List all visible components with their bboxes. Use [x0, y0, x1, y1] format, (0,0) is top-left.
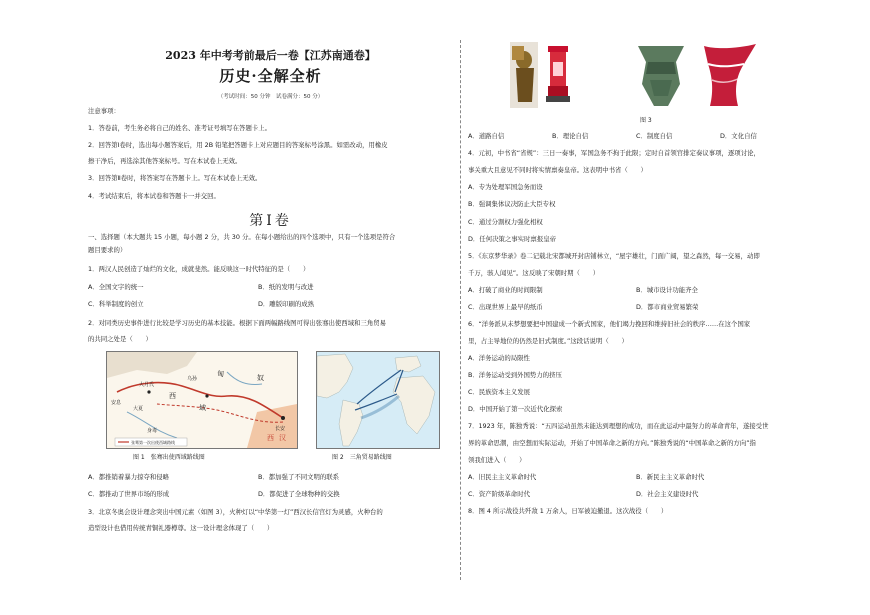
map1-label: 域	[199, 404, 206, 412]
q8-stem: 8．图 4 所示战役共歼敌 1 万余人，日军被迫撤退。这次战役（ ）	[468, 507, 668, 515]
q4-option-c: C．通过分割权力强化相权	[468, 218, 543, 226]
map1-label: 奴	[257, 374, 264, 382]
notice-item: 3．回答第Ⅱ卷时，将答案写在答题卡上。写在本试卷上无效。	[88, 174, 262, 182]
map1-label: 西	[169, 392, 176, 400]
figure-3-images	[508, 40, 760, 110]
q3-stem: 3．北京冬奥会设计理念突出中国元素（如图 3），火种灯以“中华第一灯”西汉长信宫灯为灵感，火种台的	[88, 508, 383, 516]
q5-stem: 千万，骇人闻见”。这反映了宋朝时期（ ）	[468, 269, 600, 277]
q6-option-b: B．洋务运动受到外国势力的挤压	[468, 371, 562, 379]
q2-stem: 的共同之处是（ ）	[88, 335, 152, 343]
q3-option-d: D．文化自信	[720, 132, 757, 140]
q3-option-c: C．制度自信	[636, 132, 673, 140]
q5-option-d: D．都市商业贸易繁荣	[636, 303, 699, 311]
q2-option-b: B．都加强了不同文明的联系	[258, 473, 340, 481]
notice-heading: 注意事项：	[88, 107, 120, 115]
map1-label: 汉	[279, 434, 286, 442]
q2-option-a: A．都推销着暴力掠夺和侵略	[88, 473, 170, 481]
q7-stem: 领我们进入（ ）	[468, 456, 526, 464]
q7-option-a: A．旧民主主义革命时代	[468, 473, 537, 481]
q4-stem: 事关重大且意见不同时将实情禀奏皇帝。这表明中书省（ ）	[468, 166, 647, 174]
notice-item: 4．考试结束后，将本试卷和答题卡一并交回。	[88, 192, 220, 200]
figure-1-caption: 图 1 张骞出使西域路线图	[133, 454, 205, 461]
q4-option-a: A．专为处理军国急务而设	[468, 183, 543, 191]
q6-option-a: A．洋务运动的局限性	[468, 354, 530, 362]
q5-option-b: B．城市设计功能齐全	[636, 286, 698, 294]
q3-option-a: A．道路自信	[468, 132, 505, 140]
exam-info: （考试时间：50 分钟 试卷满分：50 分）	[217, 94, 324, 100]
map1-label: 大月氏	[139, 382, 155, 388]
q7-stem: 7．1923 年，陈独秀说：“五四运动虽然未能达到理想的成功，而在此运动中最努力的革命青年，遂接受世	[468, 422, 769, 430]
q1-option-a: A．全国文字的统一	[88, 283, 144, 291]
q4-option-d: D．任何决策之事实时禀报皇帝	[468, 235, 556, 243]
q6-option-c: C．民族资本主义发展	[468, 388, 530, 396]
q6-stem: 6．“洋务派从未梦想要把中国建成一个新式国家，他们竭力挽回和维持旧社会的秩序……在这个国家	[468, 320, 751, 328]
notice-item: 1．答卷前，考生务必将自己的姓名、准考证号填写在答题卡上。	[88, 124, 272, 132]
exam-subtitle: 历史·全解全析	[219, 67, 322, 85]
q5-option-c: C．出现世界上最早的纸币	[468, 303, 543, 311]
q7-stem: 界的革命思潮，由空想而实际运动，开始了中国革命之新的方向。”陈独秀说的“中国革命之新的方向”指	[468, 439, 756, 447]
q7-option-c: C．资产阶级革命时代	[468, 490, 530, 498]
section-title: 第Ⅰ卷	[249, 213, 292, 229]
triangle-trade-map	[317, 352, 439, 448]
q5-option-a: A．打破了商业的时间限制	[468, 286, 543, 294]
figure-3-caption: 图 3	[640, 117, 652, 124]
figure-2-caption: 图 2 三角贸易路线图	[332, 454, 392, 461]
figure-1-map	[106, 351, 298, 449]
exam-title: 2023 年中考考前最后一卷【江苏南通卷】	[165, 49, 376, 62]
q3-option-b: B．理论自信	[552, 132, 589, 140]
map1-label: 西	[267, 434, 274, 442]
notice-item: 2．回答第Ⅰ卷时，选出每小题答案后，用 2B 铅笔把答题卡上对应题目的答案标号涂黑。如需改动，用橡皮	[88, 141, 388, 149]
olympic-lamp-and-stand-image	[508, 40, 760, 110]
q4-stem: 4．元初，中书省“省规”：三日一奏事，军国急务不拘于此限；定时自首领官排定奏议事项，逐项讨论，	[468, 149, 760, 157]
map1-label: 大夏	[133, 406, 144, 412]
q2-stem: 2．对同类历史事件进行比较是学习历史的基本技能。根据下面两幅路线图可得出张骞出使西域和三角贸易	[88, 319, 387, 327]
figure-2-map	[316, 351, 440, 449]
q1-option-c: C．科举制度的创立	[88, 300, 144, 308]
q4-option-b: B．强调集体议决防止大臣专权	[468, 200, 556, 208]
map1-label: 长安	[275, 426, 286, 432]
q1-option-d: D．雕版印刷的成熟	[258, 300, 315, 308]
q5-stem: 5．《东京梦华录》卷二记载北宋都城开封店铺林立，“屋宇雄壮，门面广阔，望之森然，每一交易，动即	[468, 252, 760, 260]
map1-legend: 张骞第一次出使西域路线	[131, 440, 175, 445]
q6-stem: 里，占主导地位的仍然是旧式制度。”这段话说明（ ）	[468, 337, 628, 345]
map1-label: 匈	[217, 370, 224, 378]
instructions-line: 题目要求的）	[88, 246, 127, 254]
column-divider	[460, 40, 461, 580]
q2-option-c: C．都推动了世界市场的形成	[88, 490, 170, 498]
q1-option-b: B．纸的发明与改进	[258, 283, 314, 291]
zhang-qian-route-map	[107, 352, 297, 448]
q7-option-b: B．新民主主义革命时代	[636, 473, 705, 481]
q3-stem: 造型设计也借用传统青铜礼器樽尊。这一设计理念体现了（ ）	[88, 524, 274, 532]
q7-option-d: D．社会主义建设时代	[636, 490, 699, 498]
q6-option-d: D．中国开始了第一次近代化探索	[468, 405, 563, 413]
instructions-line: 一、选择题（本大题共 15 小题，每小题 2 分，共 30 分。在每小题给出的四个选项中，只有一个选项是符合	[88, 233, 396, 241]
q2-option-d: D．都促进了全球物种的交换	[258, 490, 340, 498]
map1-label: 身毒	[147, 428, 158, 434]
map1-label: 乌孙	[187, 376, 198, 382]
map1-label: 安息	[111, 400, 122, 406]
q1-stem: 1．两汉人民创造了灿烂的文化，成就斐然。能反映这一时代特征的是（ ）	[88, 265, 310, 273]
notice-item: 擦干净后，再选涂其他答案标号。写在本试卷上无效。	[88, 157, 242, 165]
